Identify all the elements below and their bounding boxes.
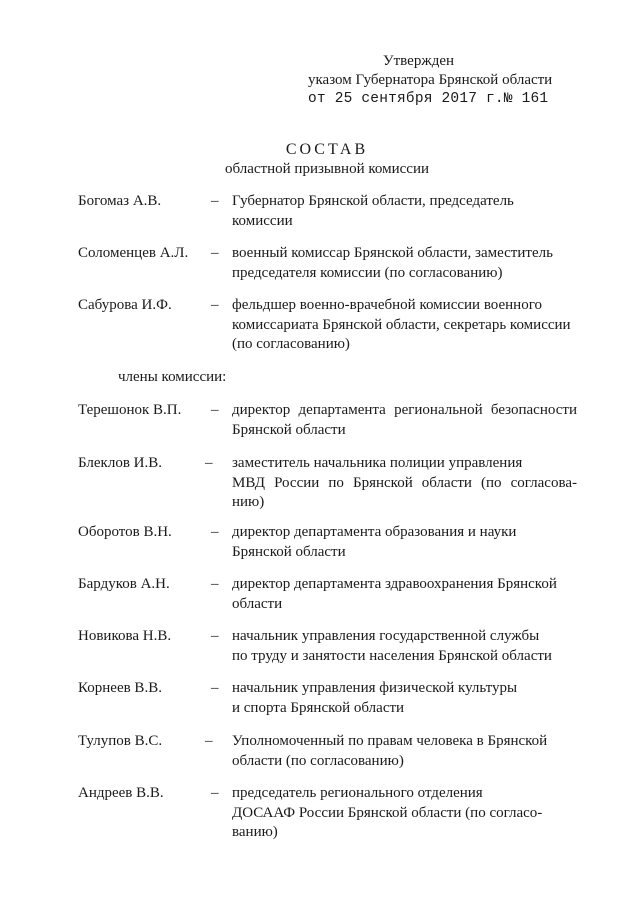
member-position (232, 784, 577, 843)
position-line: военный комиссар Брянской области, заместитель (232, 245, 553, 261)
position-line: по труду и занятости населения Брянской области (232, 647, 552, 664)
member-position (232, 732, 577, 771)
dash-separator: – (211, 297, 219, 313)
position-line: Уполномоченный по правам человека в Брянской (232, 733, 548, 749)
member-position (232, 679, 577, 718)
member-name: Новикова Н.В. (78, 628, 172, 644)
position-line: председатель регионального отделения (232, 785, 483, 801)
position-line: директор департамента образования и науки (232, 524, 517, 540)
dash-separator: – (211, 576, 219, 592)
position-line: (по согласованию) (232, 336, 350, 352)
member-name: Соломенцев А.Л. (78, 245, 189, 261)
member-position (232, 627, 577, 666)
member-name: Блеклов И.В. (78, 455, 163, 471)
member-name: Тулупов В.С. (78, 733, 163, 749)
position-line: МВД России по Брянской области (по согласова- (232, 474, 577, 491)
approval-header (308, 52, 628, 109)
member-name: Богомаз А.В. (78, 193, 162, 209)
dash-separator: – (211, 245, 219, 261)
position-line: области (по согласованию) (232, 752, 404, 769)
position-line: заместитель начальника полиции управления (232, 455, 523, 471)
dash-separator: – (205, 455, 213, 471)
title-heading: СОСТАВ (285, 141, 369, 158)
position-line: директор департамента здравоохранения Брянской (232, 576, 557, 592)
position-line: председателя комиссии (по согласованию) (232, 264, 503, 281)
members-label: члены комиссии: (118, 369, 227, 385)
member-position (232, 401, 577, 440)
member-position (232, 192, 577, 231)
member-name: Андреев В.В. (78, 785, 164, 801)
member-name: Оборотов В.Н. (78, 524, 172, 540)
title-subheading: областной призывной комиссии (225, 161, 429, 177)
member-name: Сабурова И.Ф. (78, 297, 172, 313)
decree-line: указом Губернатора Брянской области (308, 72, 553, 88)
dash-separator: – (211, 524, 219, 540)
dash-separator: – (211, 628, 219, 644)
position-line: нию) (232, 494, 265, 510)
member-position (232, 296, 577, 355)
position-line: начальник управления физической культуры (232, 680, 518, 696)
dash-separator: – (211, 402, 219, 418)
member-position (232, 575, 577, 614)
position-line: комиссариата Брянской области, секретарь комиссии (232, 316, 571, 333)
position-line: Брянской области (232, 543, 346, 560)
position-line: фельдшер военно-врачебной комиссии военного (232, 297, 542, 313)
member-name: Бардуков А.Н. (78, 576, 170, 592)
dash-separator: – (205, 733, 213, 749)
position-line: начальник управления государственной службы (232, 628, 540, 644)
position-line: области (232, 595, 283, 612)
dash-separator: – (211, 680, 219, 696)
member-position (232, 454, 577, 513)
position-line: и спорта Брянской области (232, 699, 405, 716)
approved-label: Утвержден (383, 53, 455, 69)
position-line: ванию) (232, 824, 278, 840)
document-title (0, 140, 640, 179)
position-line: комиссии (232, 212, 293, 229)
position-line: директор департамента региональной безопасности (232, 402, 577, 418)
member-name: Корнеев В.В. (78, 680, 162, 696)
member-position (232, 244, 577, 283)
dash-separator: – (211, 193, 219, 209)
member-name: Терешонок В.П. (78, 402, 182, 418)
position-line: Губернатор Брянской области, председатель (232, 193, 514, 209)
member-position (232, 523, 577, 562)
position-line: ДОСААФ России Брянской области (по согласо- (232, 804, 543, 821)
position-line: Брянской области (232, 421, 346, 438)
dash-separator: – (211, 785, 219, 801)
decree-date-line: от 25 сентября 2017 г.№ 161 (308, 91, 549, 107)
